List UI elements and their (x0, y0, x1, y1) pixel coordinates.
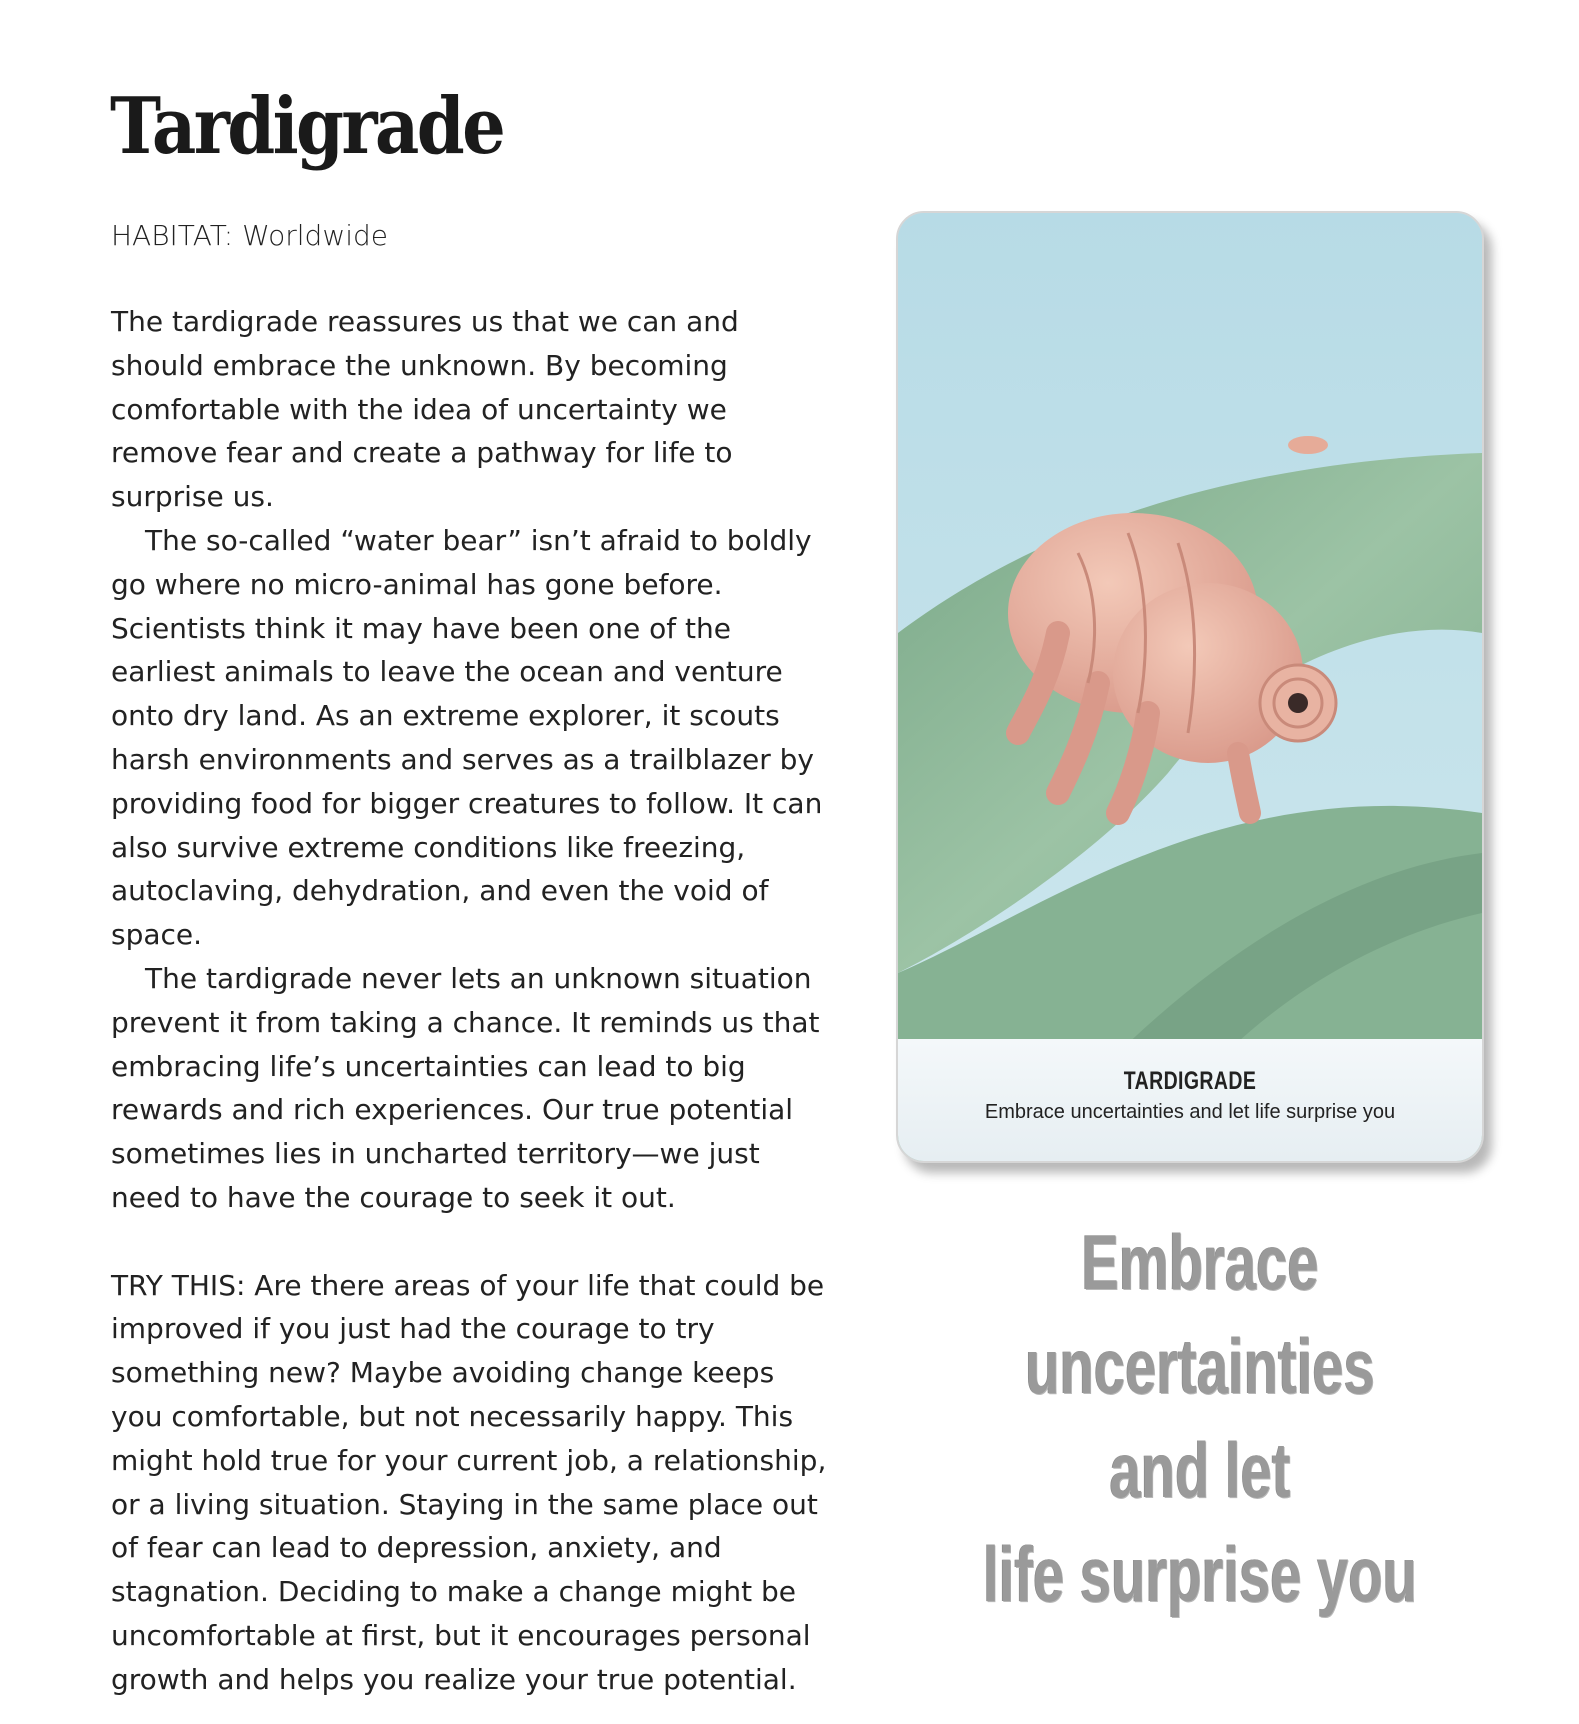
card-title: TARDIGRADE (1123, 1067, 1257, 1095)
try-this-paragraph: TRY THIS: Are there areas of your life that could be improved if you just had the courage to try something new? Maybe avoiding change keeps you comfortable, but not necessarily happy. This might hold true for your current job, a relationship, or a living situation. Staying in the same place out of fear can lead to depression, anxiety, and stagnation. Deciding to make a change might be uncomfortable at first, but it encourages personal growth and helps you realize your true potential. (111, 1268, 827, 1696)
oracle-card (896, 211, 1484, 1163)
card-subtitle: Embrace uncertainties and let life surprise you (984, 1101, 1396, 1123)
affirmation-line: Embrace (1081, 1218, 1319, 1306)
body-text (111, 300, 831, 1702)
affirmation (970, 1210, 1431, 1626)
page-title: Tardigrade (110, 81, 504, 172)
card-caption (898, 1039, 1482, 1161)
habitat-label: HABITAT: Worldwide (111, 219, 388, 252)
small-tardigrade (1288, 436, 1328, 454)
paragraph-water-bear: The so-called “water bear” isn’t afraid to boldly go where no micro-animal has gone before. Scientists think it may have been one of the earliest animals to leave the ocean and venture onto dry land. As an extreme explorer, it scouts harsh environments and serves as a trailblazer by providing food for bigger creatures to follow. It can also survive extreme conditions like freezing, autoclaving, dehydration, and even the void of space. (111, 523, 823, 952)
card-illustration (898, 213, 1482, 1161)
affirmation-line: uncertainties and let (1025, 1322, 1375, 1514)
paragraph-uncertainties: The tardigrade never lets an unknown situation prevent it from taking a chance. It reminds us that embracing life’s uncertainties can lead to big rewards and rich experiences. Our true potential sometimes lies in uncharted territory—we just need to have the courage to seek it out. (111, 961, 820, 1214)
affirmation-line: life surprise you (983, 1530, 1417, 1618)
paragraph-intro: The tardigrade reassures us that we can and should embrace the unknown. By becoming comfortable with the idea of uncertainty we remove fear and create a pathway for life to surprise us. (111, 305, 739, 514)
